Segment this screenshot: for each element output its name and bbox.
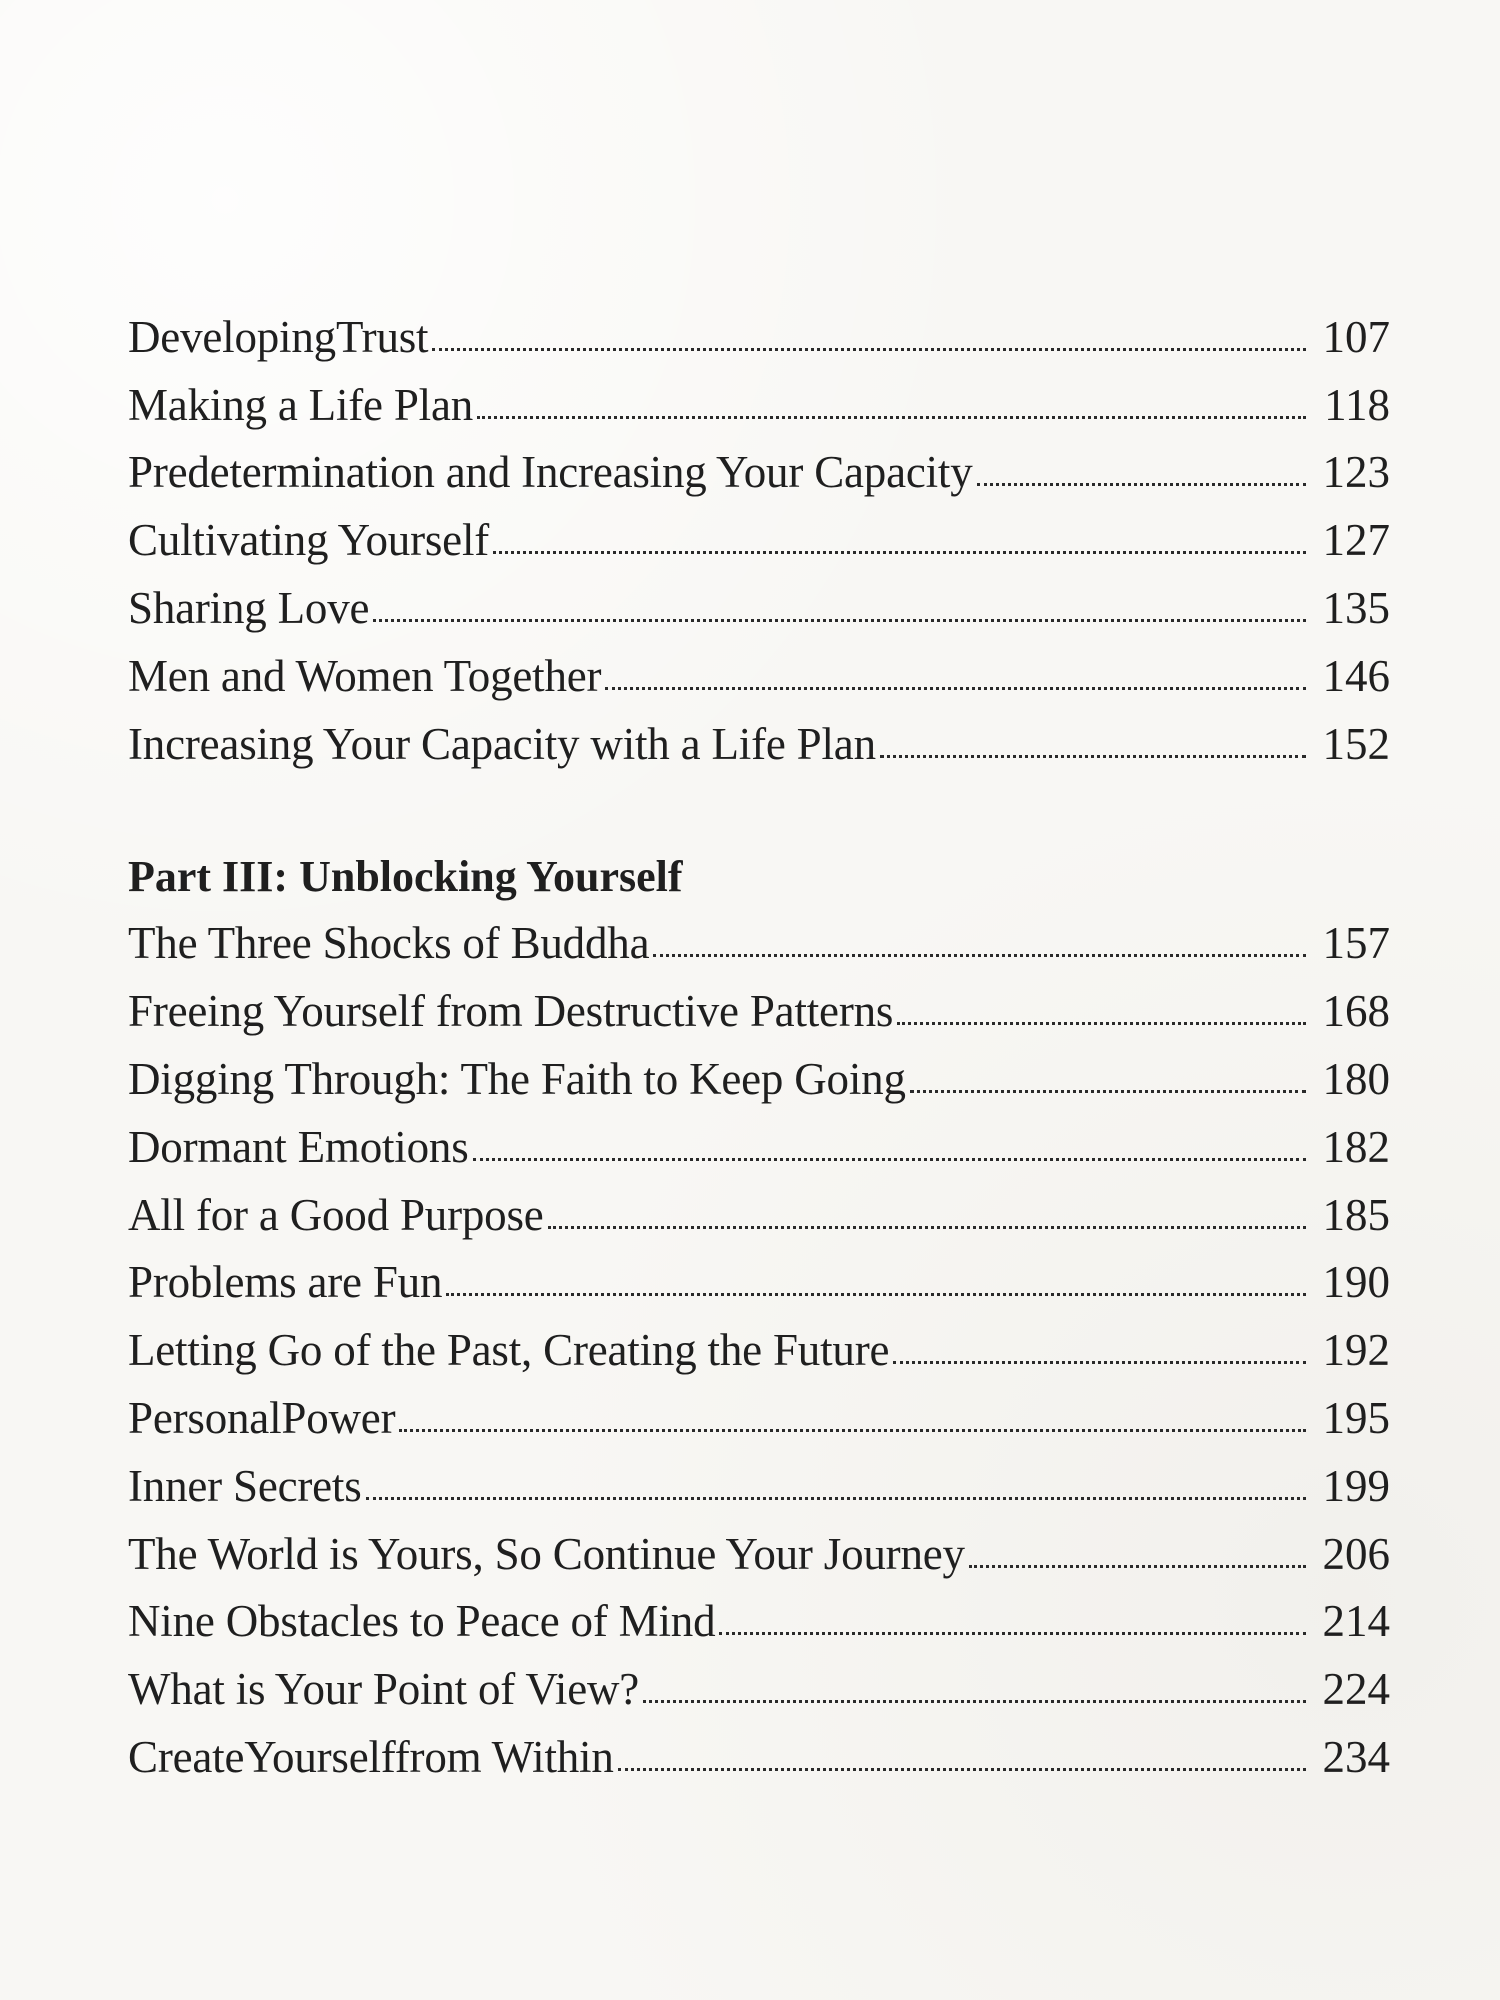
toc-entry-page: 199 bbox=[1322, 1460, 1390, 1511]
toc-entry-page: 127 bbox=[1322, 515, 1390, 566]
dot-leader bbox=[977, 483, 1306, 486]
toc-entry-title: Dormant Emotions bbox=[128, 1121, 469, 1172]
toc-entry-page: 157 bbox=[1322, 918, 1390, 969]
toc-entry-title: Sharing Love bbox=[128, 582, 370, 633]
section-heading: Part III: Unblocking Yourself bbox=[128, 851, 683, 901]
toc-entry-title: Problems are Fun bbox=[128, 1257, 443, 1308]
toc-entry-page: 214 bbox=[1322, 1596, 1390, 1647]
dot-leader bbox=[969, 1565, 1306, 1568]
toc-entry-page: 146 bbox=[1322, 650, 1390, 701]
toc-entry-page: 152 bbox=[1322, 718, 1390, 769]
toc-entry-page: 224 bbox=[1322, 1664, 1390, 1715]
toc-entry-page: 185 bbox=[1322, 1189, 1390, 1240]
toc-entry bbox=[128, 1373, 1390, 1441]
dot-leader bbox=[548, 1226, 1306, 1229]
toc-entry-page: 180 bbox=[1322, 1053, 1390, 1104]
dot-leader bbox=[366, 1497, 1306, 1500]
toc-entry-title: Inner Secrets bbox=[128, 1460, 362, 1511]
toc-entry-page: 192 bbox=[1322, 1325, 1390, 1376]
toc-entry-title: The Three Shocks of Buddha bbox=[128, 918, 650, 969]
toc-entry-page: 118 bbox=[1324, 379, 1390, 430]
toc-entry bbox=[128, 899, 1390, 967]
toc-entry bbox=[128, 1170, 1390, 1238]
toc-entry-page: 206 bbox=[1322, 1528, 1390, 1579]
dot-leader bbox=[473, 1158, 1306, 1161]
toc-entry bbox=[128, 1441, 1390, 1509]
section-spacer bbox=[128, 767, 1390, 832]
toc-entry-title: PersonalPower bbox=[128, 1392, 396, 1443]
table-of-contents bbox=[128, 292, 1390, 1780]
dot-leader bbox=[432, 348, 1306, 351]
dot-leader bbox=[643, 1700, 1306, 1703]
toc-entry-title: Letting Go of the Past, Creating the Future bbox=[128, 1325, 890, 1376]
dot-leader bbox=[493, 551, 1306, 554]
dot-leader bbox=[446, 1293, 1306, 1296]
dot-leader bbox=[399, 1429, 1306, 1432]
toc-entry bbox=[128, 1577, 1390, 1645]
toc-entry-page: 234 bbox=[1322, 1731, 1390, 1782]
toc-entry-page: 107 bbox=[1322, 311, 1390, 362]
toc-entry bbox=[128, 1509, 1390, 1577]
toc-entry bbox=[128, 292, 1390, 360]
dot-leader bbox=[373, 619, 1306, 622]
toc-entry bbox=[128, 699, 1390, 767]
toc-entry-title: Men and Women Together bbox=[128, 650, 602, 701]
toc-entry bbox=[128, 966, 1390, 1037]
toc-entry-title: DevelopingTrust bbox=[128, 311, 429, 362]
toc-entry bbox=[128, 563, 1390, 631]
toc-entry bbox=[128, 1712, 1390, 1780]
toc-entry-title: Predetermination and Increasing Your Capacity bbox=[128, 447, 973, 498]
dot-leader bbox=[893, 1361, 1306, 1364]
toc-entry bbox=[128, 495, 1390, 566]
toc-entry bbox=[128, 428, 1390, 496]
toc-entry-title: Nine Obstacles to Peace of Mind bbox=[128, 1596, 716, 1647]
toc-entry bbox=[128, 1102, 1390, 1170]
dot-leader bbox=[910, 1090, 1306, 1093]
dot-leader bbox=[897, 1022, 1306, 1025]
toc-entry-title: Making a Life Plan bbox=[128, 379, 474, 430]
toc-entry bbox=[128, 1034, 1390, 1102]
dot-leader bbox=[477, 416, 1306, 419]
toc-entry-title: Increasing Your Capacity with a Life Plan bbox=[128, 718, 876, 769]
toc-entry-page: 182 bbox=[1322, 1121, 1390, 1172]
toc-entry bbox=[128, 631, 1390, 699]
toc-entry-title: CreateYourselffrom Within bbox=[128, 1731, 614, 1782]
dot-leader bbox=[719, 1632, 1306, 1635]
dot-leader bbox=[618, 1768, 1306, 1771]
toc-entry-page: 190 bbox=[1322, 1257, 1390, 1308]
toc-entry bbox=[128, 1238, 1390, 1306]
dot-leader bbox=[653, 954, 1306, 957]
toc-entry-page: 195 bbox=[1322, 1392, 1390, 1443]
toc-entry bbox=[128, 360, 1390, 428]
toc-entry bbox=[128, 1305, 1390, 1376]
toc-entry-page: 168 bbox=[1322, 986, 1390, 1037]
toc-entry-title: Freeing Yourself from Destructive Patterns bbox=[128, 986, 894, 1037]
toc-entry-title: Cultivating Yourself bbox=[128, 515, 490, 566]
dot-leader bbox=[880, 755, 1306, 758]
toc-entry-page: 123 bbox=[1322, 447, 1390, 498]
toc-entry-title: The World is Yours, So Continue Your Journey bbox=[128, 1528, 965, 1579]
dot-leader bbox=[605, 687, 1306, 690]
toc-entry-page: 135 bbox=[1322, 582, 1390, 633]
toc-entry-title: What is Your Point of View? bbox=[128, 1664, 640, 1715]
toc-entry-title: Digging Through: The Faith to Keep Going bbox=[128, 1053, 906, 1104]
toc-entry bbox=[128, 1644, 1390, 1715]
toc-entry-title: All for a Good Purpose bbox=[128, 1189, 544, 1240]
